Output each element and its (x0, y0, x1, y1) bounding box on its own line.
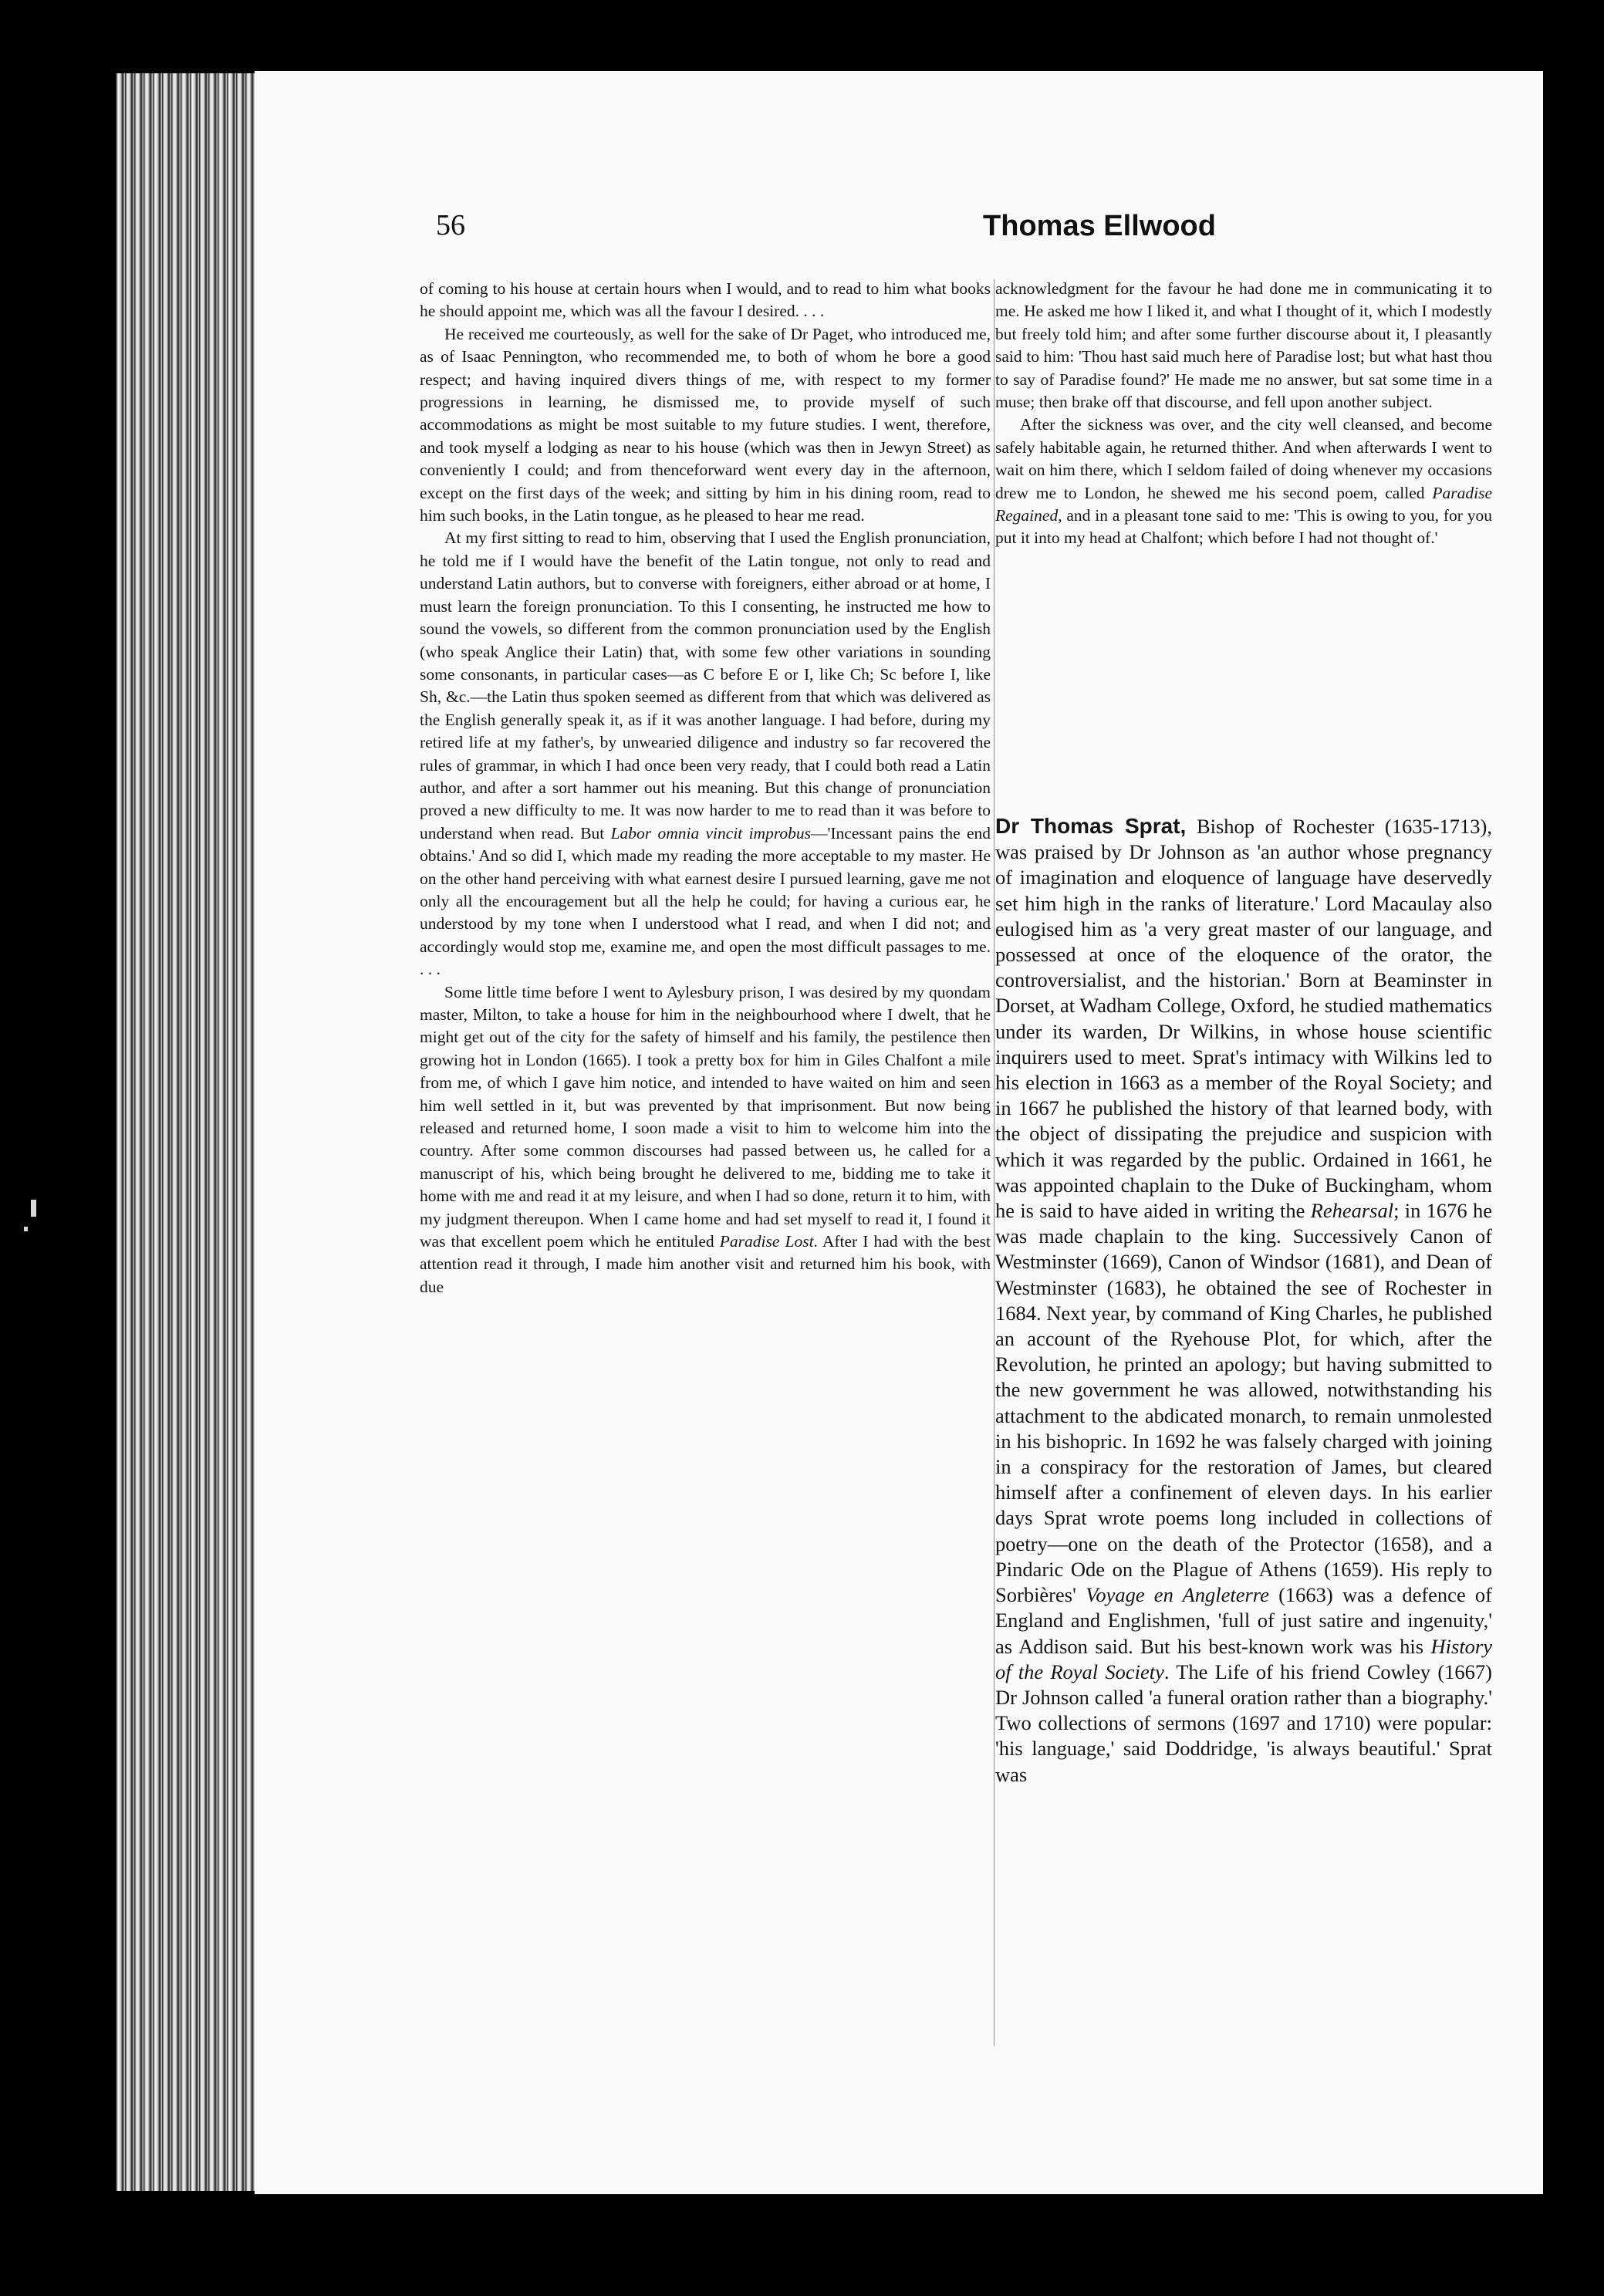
book-title: Paradise Regained (995, 483, 1492, 525)
speck (31, 1200, 36, 1217)
right-column (995, 278, 1492, 550)
paragraph: He received me courteously, as well for the sake of Dr Paget, who introduced me, as of Isaac Pennington, who recommended me, to both of whom he bore a good respect; and having inquired divers things of me, with respect to my former progressions in learning, he dismissed me, to provide myself of such accommodations as might be most suitable to my future studies. I went, therefore, and took myself a lodging as near to his house (which was then in Jewyn Street) as conveniently I could; and from thenceforward went every day in the afternoon, except on the first days of the week; and sitting by him in his dining room, read to him such books, in the Latin tongue, as he pleased to hear me read. (420, 324, 991, 525)
book-title: Rehearsal (1310, 1199, 1394, 1223)
paragraph (420, 527, 991, 981)
speck (24, 1227, 28, 1231)
paragraph (995, 414, 1492, 549)
text-run: Some little time before I went to Aylesbury prison, I was desired by my quondam master, Milton, to take a house for him in the neighbourhood where I dwelt, that he might get out of the city for the safety of himself and his family, the pestilence then growing hot in London (1665). I took a pretty box for him in Giles Chalfont a mile from me, of which I gave him notice, and intended to have waited on him and seen him well settled in it, but was prevented by that imprisonment. But now being released and returned home, I soon made a visit to him to welcome him into the country. After some common discourses had passed between us, he called for a manuscript of his, which being brought he delivered to me, bidding me to take it home with me and read it at my leisure, and when I had so done, return it to him, with my judgment thereupon. When I came home and had set myself to read it, I found it was that excellent poem which he entituled (420, 982, 991, 1251)
text-run: Bishop of Rochester (1635-1713), was praised by Dr Johnson as 'an author whose pregnancy of imagination and eloquence of language have deservedly set him high in the ranks of literature.' Lord Macaulay also eulogised him as 'a very great master of our language, and possessed at once of the eloquence of the orator, the controversialist, and the historian.' Born at Beaminster in Dorset, at Wadham College, Oxford, he studied mathematics under its warden, Dr Wilkins, in whose house scientific inquirers used to meet. Sprat's intimacy with Wilkins led to his election in 1663 as a member of the Royal Society; and in 1667 he published the history of that learned body, with the object of dissipating the prejudice and suspicion with which it was regarded by the public. Ordained in 1661, he was appointed chaplain to the Duke of Buckingham, whom he is said to have aided in writing the (995, 815, 1492, 1223)
paragraph (995, 278, 1492, 414)
text-run: acknowledgment for the favour he had done me in communicating it to me. He asked me how I liked it, and what I thought of it, which I modestly but freely told him; and after some further discourse about it, I pleasantly said to him: 'Thou hast said much here of (995, 279, 1492, 366)
quoted-title: Paradise lost (1275, 347, 1361, 366)
text-run: . The Life of his friend Cowley (1667) Dr Johnson called 'a funeral oration rather than a biography.' Two collections of sermons (1697 and 1710) were popular: 'his language,' said Doddridge, 'is always beautiful.' Sprat was (995, 1660, 1493, 1786)
page-number: 56 (436, 209, 465, 241)
left-column (420, 278, 991, 1298)
paragraph (995, 813, 1492, 1788)
text-run: ?' He made me no answer, but sat some time in a muse; then brake off that discourse, and fell upon another subject. (995, 370, 1492, 412)
book-title: History of the Royal Society (995, 1634, 1492, 1683)
text-run: After the sickness was over, and the city well cleansed, and become safely habitable again, he returned thither. And when afterwards I went to wait on him there, which I seldom failed of doing whenever my occasions drew me to London, he shewed me his second poem, called (995, 415, 1492, 502)
book-title: Paradise Lost (719, 1232, 814, 1251)
text-run: —'Incessant pains the end obtains.' And so did I, which made my reading the more acceptable to my master. He on the other hand perceiving with what earnest desire I pursued learning, gave me not only all the encouragement but all the help he could; for having a curious ear, he understood by my tone when I understood what I read, and when I did not; and accordingly would stop me, examine me, and open the most difficult passages to me. . . . (420, 823, 991, 979)
book-page (255, 71, 1543, 2194)
paragraph: of coming to his house at certain hours when I would, and to read to him what books he should appoint me, which was all the favour I desired. . . . (420, 279, 991, 321)
text-run: , and in a pleasant tone said to me: 'This is owing to you, for you put it into my head at Chalfont; which before I had not thought of.' (995, 506, 1492, 548)
latin-quote: Labor omnia vincit improbus (610, 823, 812, 842)
text-run: ; but what hast thou to say of (995, 347, 1492, 389)
book-title: Voyage en Angleterre (1086, 1583, 1269, 1607)
running-head: Thomas Ellwood (983, 210, 1216, 242)
paragraph (420, 981, 991, 1299)
book-fore-edges (116, 73, 262, 2191)
text-run: (1663) was a defence of England and Englishmen, 'full of just satire and ingenuity,' as Addison said. But his best-known work was his (995, 1583, 1492, 1658)
quoted-title: Paradise found (1059, 370, 1160, 389)
text-run: At my first sitting to read to him, observing that I used the English pronunciation, he told me if I would have the benefit of the Latin tongue, not only to read and understand Latin authors, but to converse with foreigners, either abroad or at home, I must learn the foreign pronunciation. To this I consenting, he instructed me how to sound the vowels, so different from the common pronunciation used by the English (who speak Anglice their Latin) that, with some few other variations in sounding some consonants, in particular cases—as C before E or I, like Ch; Sc before I, like Sh, &c.—the Latin thus spoken seemed as different from that which was delivered as the English generally speak it, as if it was another language. I had before, during my retired life at my father's, by unwearied diligence and industry so far recovered the rules of grammar, in which I had once been very ready, that I could both read a Latin author, and after a sort hammer out his meaning. But this change of pronunciation proved a new difficulty to me. It was now harder to me to read than it was before to understand when read. But (420, 528, 991, 842)
biography-entry (995, 813, 1492, 1788)
entry-name: Dr Thomas Sprat, (995, 814, 1187, 838)
text-run: . After I had with the best attention read it through, I made him another visit and returned him his book, with due (420, 1232, 991, 1296)
text-run: ; in 1676 he was made chaplain to the king. Successively Canon of Westminster (1669), Canon of Windsor (1681), and Dean of Westminster (1683), he obtained the see of Rochester in 1684. Next year, by command of King Charles, he published an account of the Ryehouse Plot, for which, after the Revolution, he printed an apology; but having submitted to the new government he was allowed, notwithstanding his attachment to the abdicated monarch, to remain unmolested in his bishopric. In 1692 he was falsely charged with joining in a conspiracy for the restoration of James, but cleared himself after a confinement of eleven days. In his earlier days Sprat wrote poems long included in collections of poetry—one on the death of the Protector (1658), and a Pindaric Ode on the Plague of Athens (1659). His reply to Sorbières' (995, 1199, 1492, 1607)
